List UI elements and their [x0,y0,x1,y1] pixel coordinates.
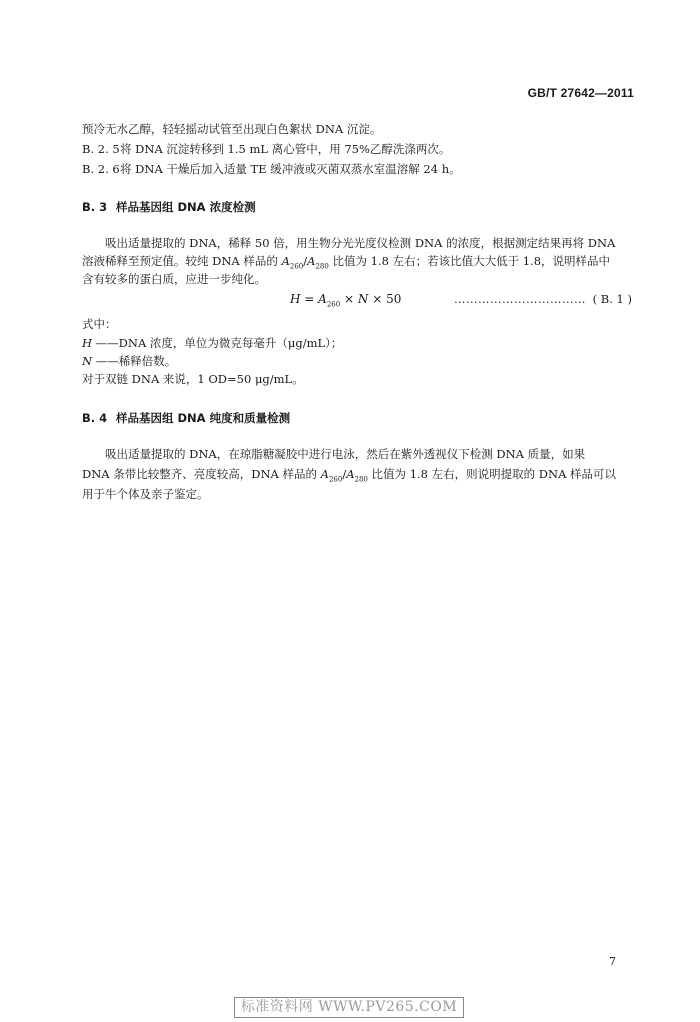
absorbance-symbol: A [307,254,316,268]
where-label: 式中： [82,317,117,331]
clause-b2-5 [82,142,450,156]
formula-symbol-a: A [318,292,327,306]
variable-description: ——稀释倍数。 [92,354,177,368]
b4-paragraph-line-1: 吸出适量提取的 DNA，在琼脂糖凝胶中进行电泳，然后在紫外透视仪下检测 DNA 质量，如果 [105,447,586,461]
section-heading-b3 [82,199,256,215]
page-number: 7 [609,955,616,968]
standard-code: GB/T 27642—2011 [527,86,634,100]
formula-symbol-n: N [357,292,369,306]
wavelength-subscript: 260 [289,262,304,271]
wavelength-subscript: 260 [328,475,343,484]
text-run: DNA 条带比较整齐、亮度较高，DNA 样品的 [82,467,321,481]
b3-paragraph-line-2 [82,254,610,273]
watermark-banner: 标准资料网 WWW.PV265.COM [234,997,464,1018]
clause-number: B. 2. 6 [82,162,120,176]
formula-leader-dots: …………………………… [454,292,586,306]
text-run: 溶液稀释至预定值。较纯 DNA 样品的 [82,254,282,268]
od-note: 对于双链 DNA 来说，1 OD=50 μg/mL。 [82,372,304,386]
clause-text: 将 DNA 干燥后加入适量 TE 缓冲液或灭菌双蒸水室温溶解 24 h。 [120,162,461,176]
clause-b2-6 [82,162,461,176]
formula-times: × [340,292,358,306]
formula-number: ( B. 1 ) [592,292,632,306]
slash: / [303,254,308,268]
b4-paragraph-line-2 [82,467,616,486]
section-heading-b4 [82,410,290,426]
section-title: 样品基因组 DNA 纯度和质量检测 [116,411,291,425]
absorbance-symbol: A [281,254,290,268]
slash: / [342,467,347,481]
clause-text: 将 DNA 沉淀转移到 1.5 mL 离心管中，用 75%乙醇洗涤两次。 [120,142,451,156]
section-title: 样品基因组 DNA 浓度检测 [116,200,256,214]
absorbance-symbol: A [320,467,329,481]
text-run: 比值为 1.8 左右；若该比值大大低于 1.8，说明样品中 [328,254,611,268]
formula-b1 [290,292,401,308]
text-run: 比值为 1.8 左右，则说明提取的 DNA 样品可以 [367,467,617,481]
variable-symbol: N [82,354,93,368]
formula-subscript: 260 [326,300,341,309]
definition-h [82,336,342,350]
wavelength-subscript: 280 [354,475,368,484]
b2-continuation-line: 预冷无水乙醇，轻轻摇动试管至出现白色絮状 DNA 沉淀。 [82,122,382,136]
clause-number: B. 2. 5 [82,142,120,156]
section-number: B. 3 [82,200,108,214]
absorbance-symbol: A [346,467,355,481]
b3-paragraph-line-1: 吸出适量提取的 DNA，稀释 50 倍，用生物分光光度仪检测 DNA 的浓度，根据测定结果再将 DNA [105,236,616,250]
formula-times-fifty: × 50 [368,292,402,306]
variable-symbol: H [82,336,93,350]
section-number: B. 4 [82,411,108,425]
b3-paragraph-line-3: 含有较多的蛋白质，应进一步纯化。 [82,272,266,286]
b4-paragraph-line-3: 用于牛个体及亲子鉴定。 [82,487,209,501]
formula-equals: = [300,292,319,306]
variable-description: ——DNA 浓度，单位为微克每毫升（μg/mL）； [92,336,343,350]
wavelength-subscript: 280 [315,262,329,271]
formula-symbol-h: H [290,292,301,306]
definition-n [82,354,176,368]
